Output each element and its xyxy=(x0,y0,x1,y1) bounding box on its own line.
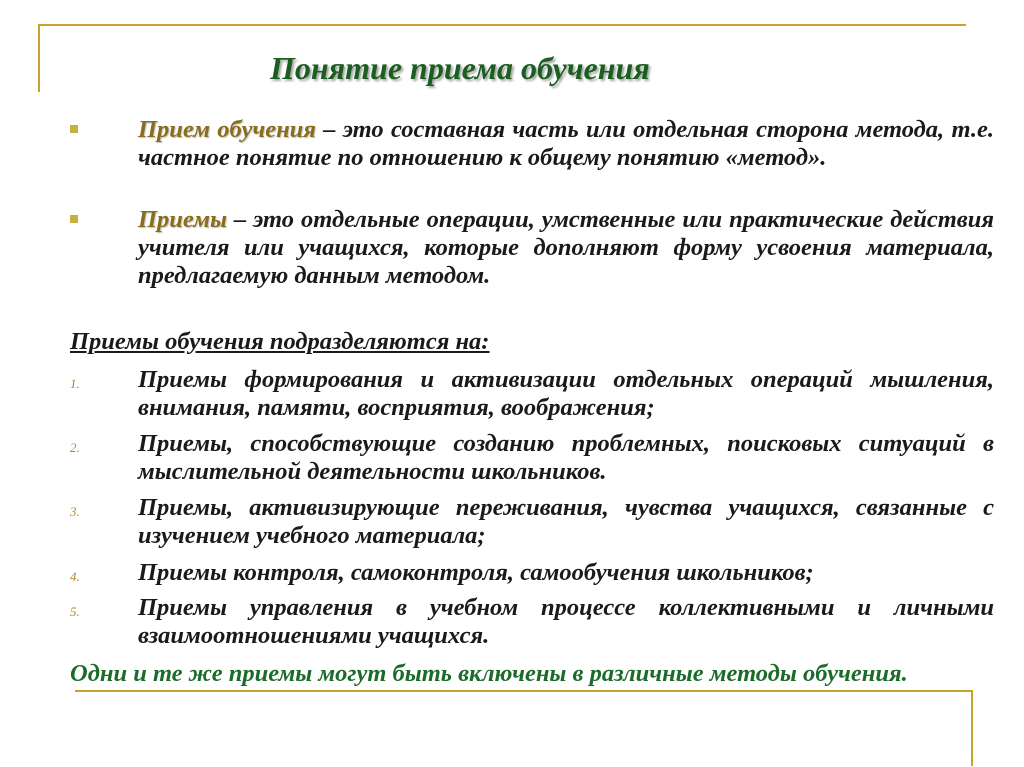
square-bullet-icon xyxy=(70,215,78,223)
conclusion-text: Одни и те же приемы могут быть включены в различные методы обучения. xyxy=(70,660,908,687)
list-number: 5. xyxy=(70,604,80,619)
definition-body: – это отдельные операции, умственные или практические действия учителя или учащихся, которые дополняют форму усвоения материала, предлагаемую данным методом. xyxy=(138,206,994,289)
definition-text xyxy=(138,206,994,290)
definition-text xyxy=(138,116,994,172)
frame-top-line xyxy=(38,24,966,26)
list-number: 1. xyxy=(70,376,80,391)
list-number: 3. xyxy=(70,504,80,519)
definition-term: Прием обучения xyxy=(138,116,316,143)
frame-right-line xyxy=(971,690,973,766)
list-item-text: Приемы управления в учебном процессе коллективными и личными взаимоотношениями учащихся. xyxy=(138,594,994,649)
list-number: 4. xyxy=(70,569,80,584)
frame-left-line xyxy=(38,24,40,92)
frame-bottom-line xyxy=(75,690,973,692)
list-number: 2. xyxy=(70,440,80,455)
list-item-text: Приемы формирования и активизации отдельных операций мышления, внимания, памяти, восприятия, воображения; xyxy=(138,366,994,421)
square-bullet-icon xyxy=(70,125,78,133)
list-item-text: Приемы контроля, самоконтроля, самообучения школьников; xyxy=(138,559,814,586)
list-item-text: Приемы, способствующие созданию проблемных, поисковых ситуаций в мыслительной деятельности школьников. xyxy=(138,430,994,485)
definition-body: – это составная часть или отдельная сторона метода, т.е. частное понятие по отношению к общему понятию «метод». xyxy=(138,116,994,171)
list-subheading: Приемы обучения подразделяются на: xyxy=(70,328,490,355)
list-item-text: Приемы, активизирующие переживания, чувства учащихся, связанные с изучением учебного материала; xyxy=(138,494,994,549)
slide-title: Понятие приема обучения xyxy=(270,50,650,86)
definition-term: Приемы xyxy=(138,206,227,233)
